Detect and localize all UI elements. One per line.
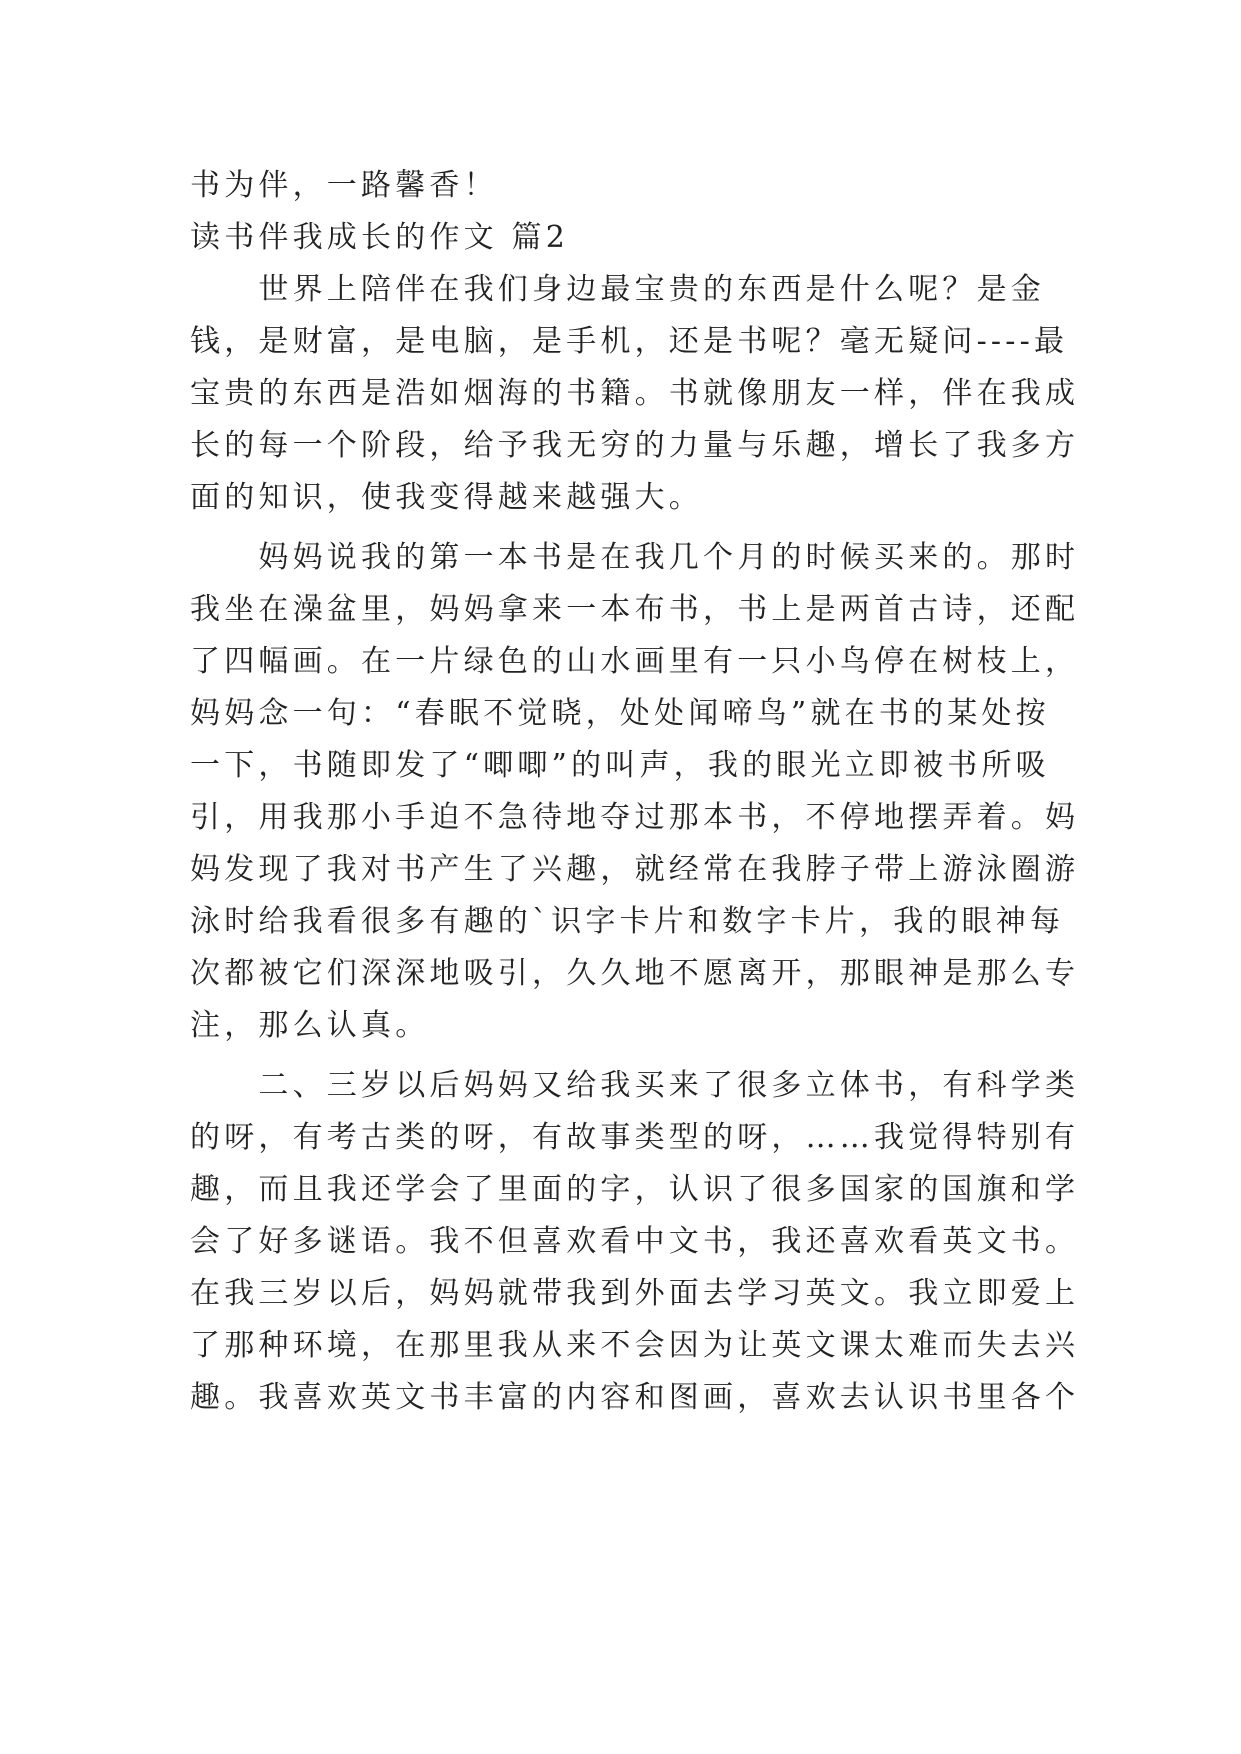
essay-text (190, 160, 1080, 1424)
essay-heading: 读书伴我成长的作文 篇2 (190, 220, 570, 255)
paragraph-line: 了那种环境，在那里我从来不会因为让英文课太难而失去兴 (190, 1328, 1080, 1363)
paragraph-line: 妈妈说我的第一本书是在我几个月的时候买来的。那时 (190, 540, 1080, 575)
paragraph-line: 在我三岁以后，妈妈就带我到外面去学习英文。我立即爱上 (190, 1276, 1080, 1311)
paragraph-line: 面的知识，使我变得越来越强大。 (190, 480, 703, 515)
paragraph-line: 的呀，有考古类的呀，有故事类型的呀，……我觉得特别有 (190, 1120, 1080, 1155)
intro-line: 书为伴，一路馨香！ (190, 168, 498, 203)
paragraph-line: 趣，而且我还学会了里面的字，认识了很多国家的国旗和学 (190, 1172, 1080, 1207)
paragraph-line: 二、三岁以后妈妈又给我买来了很多立体书，有科学类 (190, 1068, 1080, 1103)
paragraph-line: 妈妈念一句：“春眠不觉晓，处处闻啼鸟”就在书的某处按 (190, 696, 1050, 731)
paragraph-line: 世界上陪伴在我们身边最宝贵的东西是什么呢？是金 (190, 272, 1045, 307)
paragraph-line: 引，用我那小手迫不急待地夺过那本书，不停地摆弄着。妈 (190, 800, 1080, 835)
paragraph-3 (190, 1060, 1080, 1424)
paragraph-line: 注，那么认真。 (190, 1008, 430, 1043)
paragraph-line: 宝贵的东西是浩如烟海的书籍。书就像朋友一样，伴在我成 (190, 376, 1080, 411)
paragraph-line: 趣。我喜欢英文书丰富的内容和图画，喜欢去认识书里各个 (190, 1380, 1080, 1415)
paragraph-2 (190, 532, 1080, 1052)
paragraph-line: 泳时给我看很多有趣的`识字卡片和数字卡片，我的眼神每 (190, 904, 1065, 939)
paragraph-line: 了四幅画。在一片绿色的山水画里有一只小鸟停在树枝上， (190, 644, 1080, 679)
paragraph-1 (190, 264, 1080, 524)
paragraph-line: 长的每一个阶段，给予我无穷的力量与乐趣，增长了我多方 (190, 428, 1080, 463)
paragraph-line: 我坐在澡盆里，妈妈拿来一本布书，书上是两首古诗，还配 (190, 592, 1080, 627)
paragraph-line: 妈发现了我对书产生了兴趣，就经常在我脖子带上游泳圈游 (190, 852, 1080, 887)
paragraph-line: 钱，是财富，是电脑，是手机，还是书呢？毫无疑问----最 (190, 324, 1069, 359)
paragraph-line: 一下，书随即发了“唧唧”的叫声，我的眼光立即被书所吸 (190, 748, 1050, 783)
paragraph-line: 会了好多谜语。我不但喜欢看中文书，我还喜欢看英文书。 (190, 1224, 1080, 1259)
paragraph-line: 次都被它们深深地吸引，久久地不愿离开，那眼神是那么专 (190, 956, 1080, 991)
